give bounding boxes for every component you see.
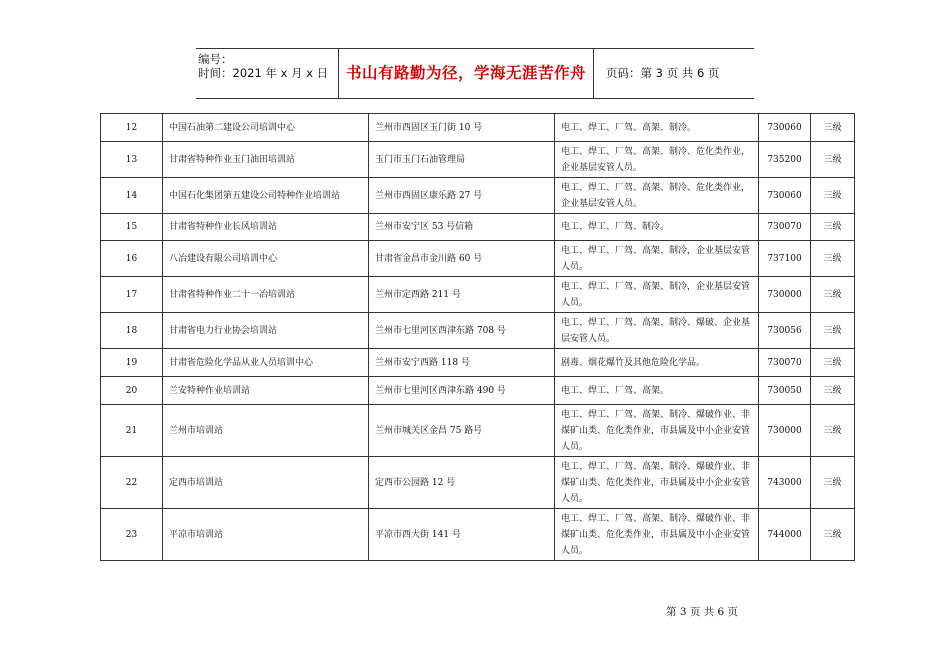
station-name: 甘肃省特种作业长风培训站	[163, 214, 369, 241]
station-address: 兰州市西固区玉门街 10 号	[369, 114, 555, 142]
row-number: 18	[101, 313, 163, 349]
station-address: 兰州市七里河区西津东路 490 号	[369, 377, 555, 405]
training-scope: 电工、焊工、厂驾、高架、制冷、爆破作业、非煤矿山类、危化类作业，市县属及中小企业安管人员。	[555, 457, 759, 509]
postal-code: 730070	[759, 349, 811, 377]
training-scope: 电工、焊工、厂驾、高架、制冷、爆破、企业基层安管人员。	[555, 313, 759, 349]
header-motto: 书山有路勤为径，学海无涯苦作舟	[339, 49, 594, 98]
table-row	[101, 114, 855, 142]
postal-code: 744000	[759, 509, 811, 561]
training-scope: 电工、焊工、厂驾、高架、制冷，企业基层安管人员。	[555, 241, 759, 277]
table-body	[101, 114, 855, 561]
station-address: 甘肃省金昌市金川路 60 号	[369, 241, 555, 277]
station-name: 甘肃省危险化学品从业人员培训中心	[163, 349, 369, 377]
station-name: 中国石化集团第五建设公司特种作业培训站	[163, 178, 369, 214]
table-row	[101, 405, 855, 457]
row-number: 21	[101, 405, 163, 457]
document-number-label: 编号：	[198, 52, 233, 66]
postal-code: 730000	[759, 277, 811, 313]
station-name: 甘肃省特种作业玉门油田培训站	[163, 142, 369, 178]
station-level: 三级	[811, 214, 855, 241]
table-row	[101, 241, 855, 277]
station-level: 三级	[811, 142, 855, 178]
station-name: 兰安特种作业培训站	[163, 377, 369, 405]
station-address: 兰州市城关区金昌 75 路号	[369, 405, 555, 457]
station-name: 定西市培训站	[163, 457, 369, 509]
row-number: 14	[101, 178, 163, 214]
station-level: 三级	[811, 114, 855, 142]
station-level: 三级	[811, 178, 855, 214]
row-number: 12	[101, 114, 163, 142]
training-stations-table	[100, 113, 855, 561]
postal-code: 730056	[759, 313, 811, 349]
station-name: 平凉市培训站	[163, 509, 369, 561]
training-scope: 电工、焊工、厂驾、制冷。	[555, 214, 759, 241]
postal-code: 730060	[759, 178, 811, 214]
footer-page-number: 第 3 页 共 6 页	[666, 606, 739, 618]
postal-code: 743000	[759, 457, 811, 509]
training-scope: 电工、焊工、厂驾、高架、制冷、爆破作业、非煤矿山类、危化类作业，市县属及中小企业安管人员。	[555, 509, 759, 561]
row-number: 17	[101, 277, 163, 313]
training-scope: 电工、焊工、厂驾、高架、制冷、危化类作业，企业基层安管人员。	[555, 178, 759, 214]
header-page-indicator: 页码：第 3 页 共 6 页	[606, 66, 720, 80]
postal-code: 730050	[759, 377, 811, 405]
station-level: 三级	[811, 377, 855, 405]
postal-code: 735200	[759, 142, 811, 178]
postal-code: 730070	[759, 214, 811, 241]
row-number: 23	[101, 509, 163, 561]
table-row	[101, 178, 855, 214]
table-row	[101, 377, 855, 405]
station-address: 玉门市玉门石油管理局	[369, 142, 555, 178]
row-number: 22	[101, 457, 163, 509]
table-row	[101, 349, 855, 377]
training-scope: 电工、焊工、厂驾、高架、制冷，企业基层安管人员。	[555, 277, 759, 313]
station-address: 兰州市西固区康乐路 27 号	[369, 178, 555, 214]
station-address: 平凉市西大街 141 号	[369, 509, 555, 561]
station-address: 兰州市七里河区西津东路 708 号	[369, 313, 555, 349]
station-address: 兰州市安宁区 53 号信箱	[369, 214, 555, 241]
training-scope: 电工、焊工、厂驾、高架、制冷。	[555, 114, 759, 142]
training-scope: 电工、焊工、厂驾、高架。	[555, 377, 759, 405]
station-name: 中国石油第二建设公司培训中心	[163, 114, 369, 142]
table-row	[101, 457, 855, 509]
row-number: 20	[101, 377, 163, 405]
row-number: 13	[101, 142, 163, 178]
station-level: 三级	[811, 277, 855, 313]
header-meta	[196, 49, 339, 98]
table-row	[101, 509, 855, 561]
document-date-label: 时间：2021 年 x 月 x 日	[198, 66, 329, 80]
table-row	[101, 313, 855, 349]
row-number: 19	[101, 349, 163, 377]
table-row	[101, 214, 855, 241]
station-level: 三级	[811, 457, 855, 509]
row-number: 16	[101, 241, 163, 277]
station-level: 三级	[811, 241, 855, 277]
training-scope: 电工、焊工、厂驾、高架、制冷、危化类作业，企业基层安管人员。	[555, 142, 759, 178]
station-level: 三级	[811, 405, 855, 457]
row-number: 15	[101, 214, 163, 241]
station-name: 兰州市培训站	[163, 405, 369, 457]
station-name: 八冶建设有限公司培训中心	[163, 241, 369, 277]
table-row	[101, 142, 855, 178]
table-row	[101, 277, 855, 313]
station-name: 甘肃省特种作业二十一冶培训站	[163, 277, 369, 313]
station-address: 定西市公园路 12 号	[369, 457, 555, 509]
postal-code: 737100	[759, 241, 811, 277]
station-address: 兰州市定西路 211 号	[369, 277, 555, 313]
postal-code: 730000	[759, 405, 811, 457]
station-level: 三级	[811, 509, 855, 561]
station-level: 三级	[811, 313, 855, 349]
station-level: 三级	[811, 349, 855, 377]
training-scope: 电工、焊工、厂驾、高架、制冷、爆破作业、非煤矿山类、危化类作业，市县属及中小企业安管人员。	[555, 405, 759, 457]
station-name: 甘肃省电力行业协会培训站	[163, 313, 369, 349]
page-header	[196, 48, 754, 99]
postal-code: 730060	[759, 114, 811, 142]
station-address: 兰州市安宁西路 118 号	[369, 349, 555, 377]
training-scope: 剧毒、烟花爆竹及其他危险化学品。	[555, 349, 759, 377]
